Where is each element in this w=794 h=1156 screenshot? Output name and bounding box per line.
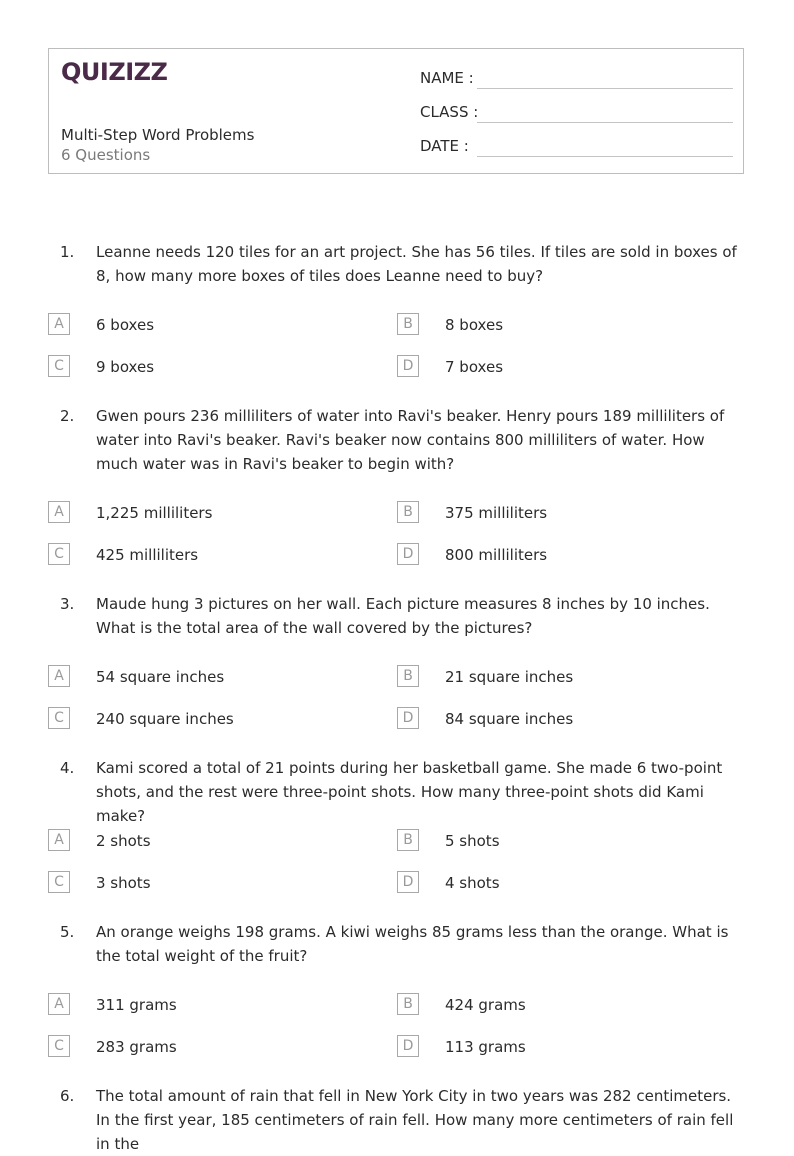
option-text: 8 boxes	[445, 316, 504, 334]
option-text: 800 milliliters	[445, 546, 548, 564]
option-letter: C	[48, 1035, 70, 1057]
option-letter: D	[397, 707, 419, 729]
option-letter: B	[397, 665, 419, 687]
option-text: 7 boxes	[445, 358, 504, 376]
quizizz-logo: QUIZIZZ	[61, 58, 168, 86]
option-letter: A	[48, 501, 70, 523]
question-count: 6 Questions	[61, 146, 151, 164]
question-number: 5.	[60, 923, 75, 941]
class-line[interactable]	[477, 122, 733, 123]
question-number: 3.	[60, 595, 75, 613]
question-text: The total amount of rain that fell in New York City in two years was 282 centimeters. In the first year, 185 centimeters of rain fell. How many more centimeters of rain fell in the	[96, 1087, 734, 1153]
option-letter: C	[48, 355, 70, 377]
option-letter: C	[48, 707, 70, 729]
worksheet-title: Multi-Step Word Problems	[61, 126, 255, 144]
option-letter: B	[397, 501, 419, 523]
option-text: 311 grams	[96, 996, 177, 1014]
date-line[interactable]	[477, 156, 733, 157]
option-text: 84 square inches	[445, 710, 574, 728]
option-letter: D	[397, 355, 419, 377]
option-letter: B	[397, 313, 419, 335]
option-letter: A	[48, 993, 70, 1015]
option-text: 4 shots	[445, 874, 500, 892]
question-number: 2.	[60, 407, 75, 425]
option-text: 375 milliliters	[445, 504, 548, 522]
option-text: 425 milliliters	[96, 546, 199, 564]
question-number: 6.	[60, 1087, 75, 1105]
option-text: 424 grams	[445, 996, 526, 1014]
question-text: Gwen pours 236 milliliters of water into Ravi's beaker. Henry pours 189 milliliters of water into Ravi's beaker. Ravi's beaker now contains 800 milliliters of water. How much water was in Ravi's beaker to begin with?	[96, 407, 725, 473]
option-text: 9 boxes	[96, 358, 155, 376]
option-letter: D	[397, 871, 419, 893]
option-text: 113 grams	[445, 1038, 526, 1056]
class-label: CLASS :	[420, 103, 479, 121]
question-number: 4.	[60, 759, 75, 777]
option-letter: A	[48, 829, 70, 851]
question-text: Maude hung 3 pictures on her wall. Each picture measures 8 inches by 10 inches. What is the total area of the wall covered by the pictures?	[96, 595, 710, 637]
option-text: 283 grams	[96, 1038, 177, 1056]
date-label: DATE :	[420, 137, 469, 155]
option-text: 21 square inches	[445, 668, 574, 686]
question-text: An orange weighs 198 grams. A kiwi weighs 85 grams less than the orange. What is the total weight of the fruit?	[96, 923, 729, 965]
option-letter: B	[397, 829, 419, 851]
worksheet-header	[48, 48, 744, 174]
option-text: 3 shots	[96, 874, 151, 892]
option-letter: D	[397, 543, 419, 565]
option-text: 54 square inches	[96, 668, 225, 686]
option-letter: C	[48, 543, 70, 565]
option-letter: D	[397, 1035, 419, 1057]
option-text: 2 shots	[96, 832, 151, 850]
question-text: Leanne needs 120 tiles for an art project. She has 56 tiles. If tiles are sold in boxes of 8, how many more boxes of tiles does Leanne need to buy?	[96, 243, 737, 285]
question-number: 1.	[60, 243, 75, 261]
option-letter: A	[48, 313, 70, 335]
name-label: NAME :	[420, 69, 474, 87]
option-letter: C	[48, 871, 70, 893]
option-text: 6 boxes	[96, 316, 155, 334]
question-text: Kami scored a total of 21 points during her basketball game. She made 6 two-point shots, and the rest were three-point shots. How many three-point shots did Kami make?	[96, 759, 723, 825]
option-text: 240 square inches	[96, 710, 234, 728]
name-line[interactable]	[477, 88, 733, 89]
option-text: 5 shots	[445, 832, 500, 850]
option-letter: B	[397, 993, 419, 1015]
option-text: 1,225 milliliters	[96, 504, 213, 522]
option-letter: A	[48, 665, 70, 687]
